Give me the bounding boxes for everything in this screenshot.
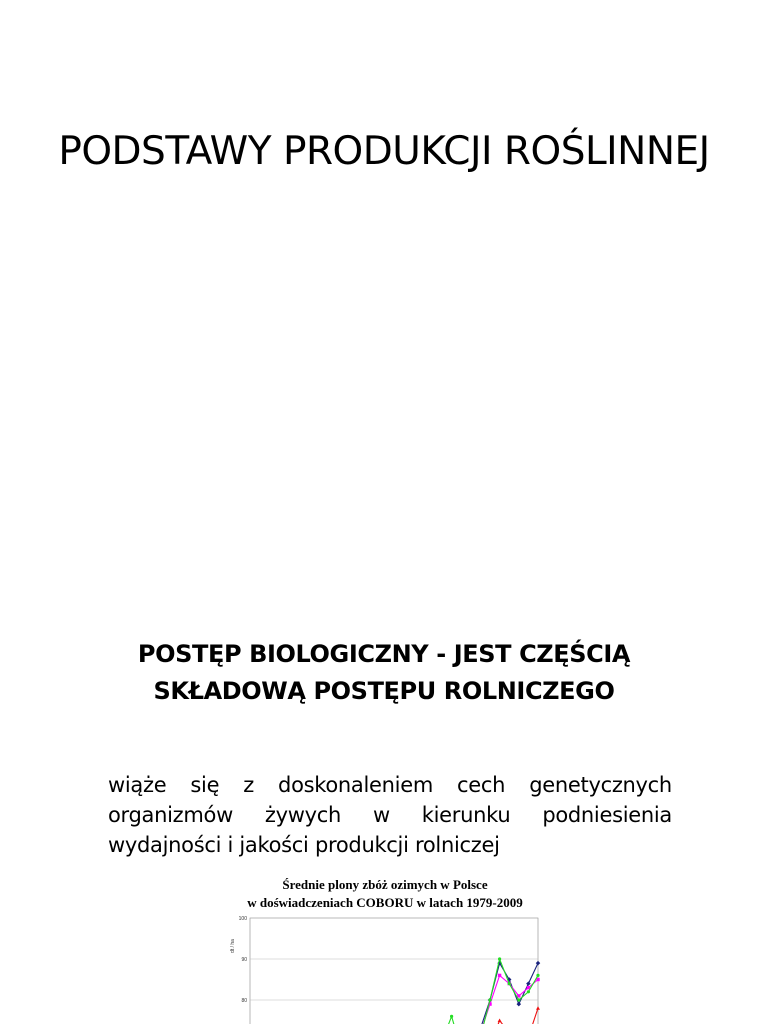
slide-title: PODSTAWY PRODUKCJI ROŚLINNEJ bbox=[58, 129, 710, 174]
body-line-2 bbox=[108, 800, 672, 830]
section-heading bbox=[60, 636, 708, 710]
section-heading-line-1: POSTĘP BIOLOGICZNY - JEST CZĘŚCIĄ bbox=[137, 640, 631, 668]
plot-area bbox=[250, 918, 538, 1024]
body-word: organizmów bbox=[108, 803, 233, 827]
y-tick-label: 80 bbox=[241, 998, 247, 1004]
data-point bbox=[498, 974, 501, 977]
data-point bbox=[527, 990, 530, 993]
body-word: doskonaleniem bbox=[278, 773, 433, 797]
body-word: wiąże bbox=[108, 773, 167, 797]
body-word: żywych bbox=[264, 803, 342, 827]
body-word: z bbox=[243, 773, 254, 797]
data-point bbox=[498, 957, 501, 960]
body-paragraph bbox=[108, 770, 672, 860]
chart-title-line-1: Średnie plony zbóż ozimych w Polsce bbox=[282, 877, 488, 892]
section-heading-line-2: SKŁADOWĄ POSTĘPU ROLNICZEGO bbox=[153, 677, 615, 705]
chart-title bbox=[220, 876, 550, 912]
body-word: kierunku bbox=[421, 803, 511, 827]
data-point bbox=[450, 1015, 453, 1018]
body-word: się bbox=[190, 773, 220, 797]
yield-chart bbox=[220, 872, 550, 1024]
data-point bbox=[517, 998, 520, 1001]
body-word: w bbox=[372, 803, 390, 827]
y-tick-label: 90 bbox=[241, 957, 247, 963]
body-word: cech bbox=[457, 773, 506, 797]
chart-title-line-2: w doświadczeniach COBORU w latach 1979-2009 bbox=[247, 895, 523, 910]
data-point bbox=[536, 974, 539, 977]
body-line-1 bbox=[108, 770, 672, 800]
data-point bbox=[488, 998, 491, 1001]
y-tick-label: 100 bbox=[238, 916, 247, 922]
body-word: genetycznych bbox=[529, 773, 672, 797]
chart-plot bbox=[220, 912, 550, 1024]
y-axis-label: dt / ha bbox=[230, 939, 236, 953]
data-point bbox=[508, 982, 511, 985]
body-line-3: wydajności i jakości produkcji rolniczej bbox=[108, 833, 500, 857]
body-word: podniesienia bbox=[542, 803, 672, 827]
